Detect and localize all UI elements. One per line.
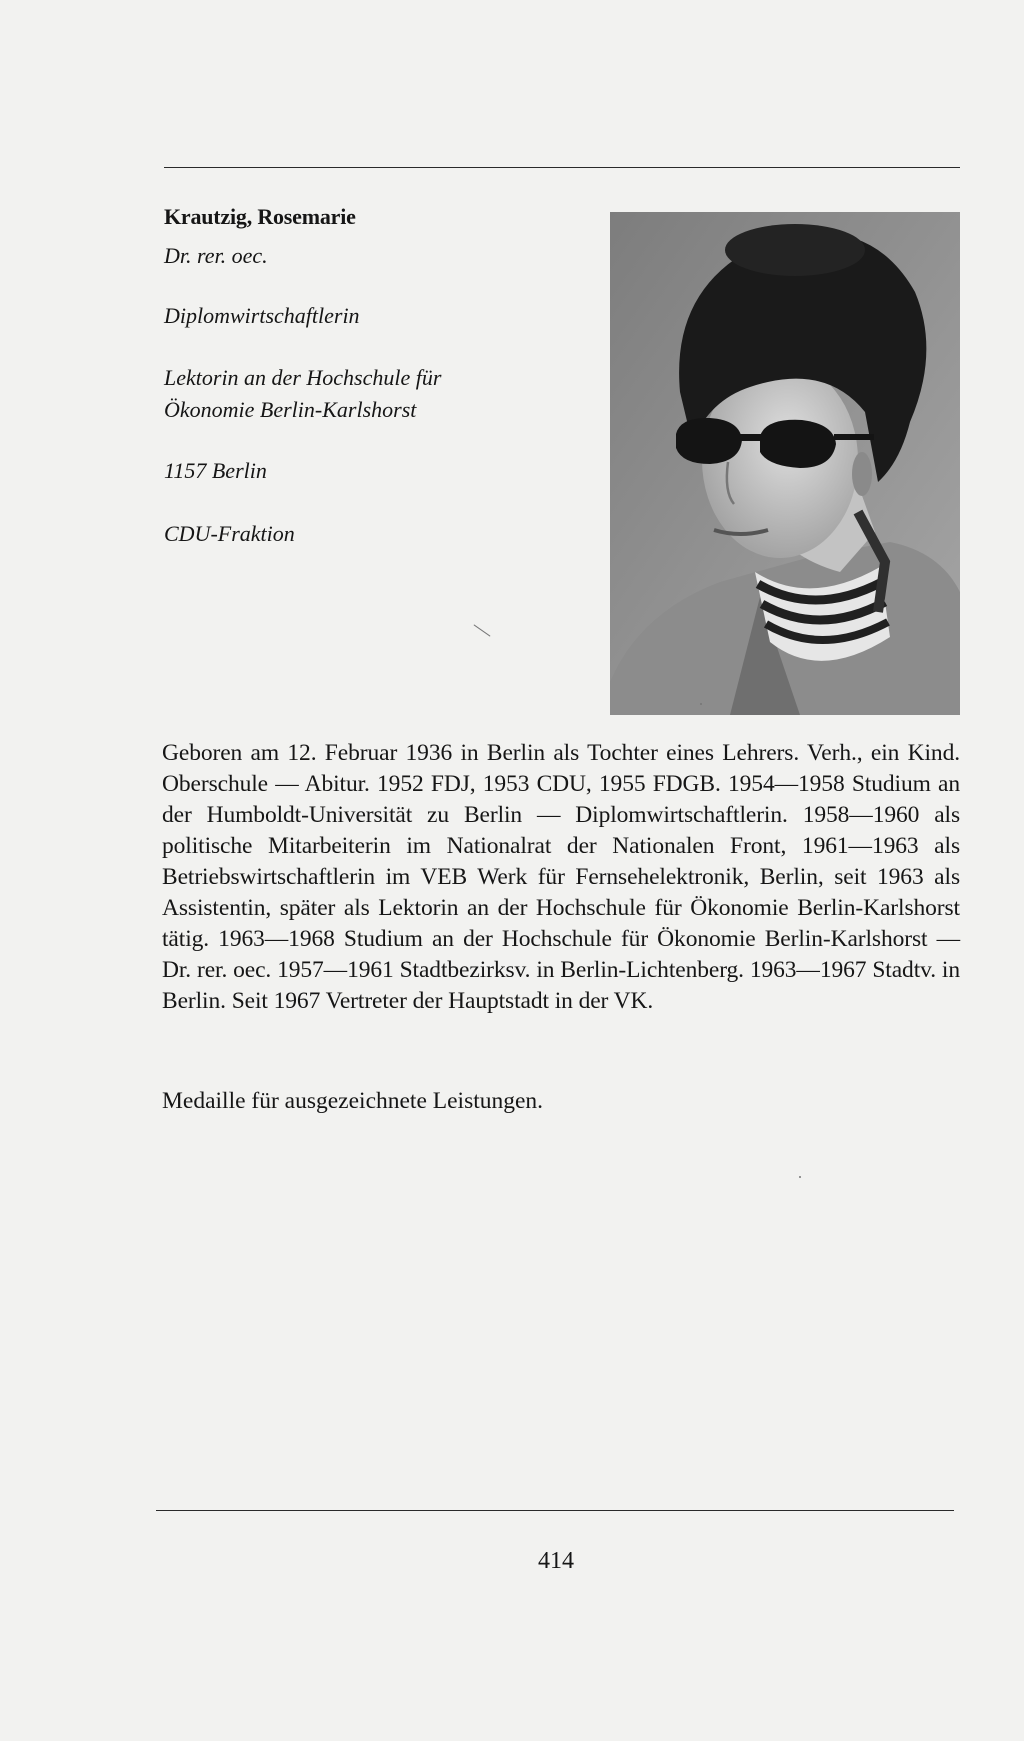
print-speck — [474, 624, 491, 636]
person-name: Krautzig, Rosemarie — [164, 204, 356, 229]
profession: Diplomwirtschaftlerin — [164, 303, 360, 328]
parliamentary-faction: CDU-Fraktion — [164, 521, 295, 546]
award-line: Medaille für ausgezeichnete Leistungen. — [162, 1088, 544, 1114]
top-divider — [164, 167, 960, 168]
print-speck — [799, 1176, 801, 1178]
bottom-divider — [156, 1510, 954, 1511]
job-position-line-2: Ökonomie Berlin-Karlshorst — [164, 397, 417, 422]
job-position — [164, 362, 441, 426]
biography-paragraph: Geboren am 12. Februar 1936 in Berlin als Tochter eines Lehrers. Verh., ein Kind. Oberschule — Abitur. 1952 FDJ, 1953 CDU, 1955 FDGB. 1954—1958 Studium an der Humboldt-Universität zu Berlin — Diplomwirtschaftlerin. 1958—1960 als politische Mitarbeiterin im Nationalrat der Nationalen Front, 1961—1963 als Betriebswirtschaftlerin im VEB Werk für Fernsehelektronik, Berlin, seit 1963 als Assistentin, später als Lektorin an der Hochschule für Ökonomie Berlin-Karlshorst tätig. 1963—1968 Studium an der Hochschule für Ökonomie Berlin-Karlshorst — Dr. rer. oec. 1957—1961 Stadtbezirksv. in Berlin-Lichtenberg. 1963—1967 Stadtv. in Berlin. Seit 1967 Vertreter der Hauptstadt in der VK. — [162, 740, 960, 1014]
city: 1157 Berlin — [164, 458, 267, 483]
page-number: 414 — [538, 1548, 574, 1574]
job-position-line-1: Lektorin an der Hochschule für — [164, 365, 442, 390]
academic-degree: Dr. rer. oec. — [164, 243, 268, 268]
portrait-photo — [610, 212, 960, 715]
print-speck — [700, 703, 702, 705]
